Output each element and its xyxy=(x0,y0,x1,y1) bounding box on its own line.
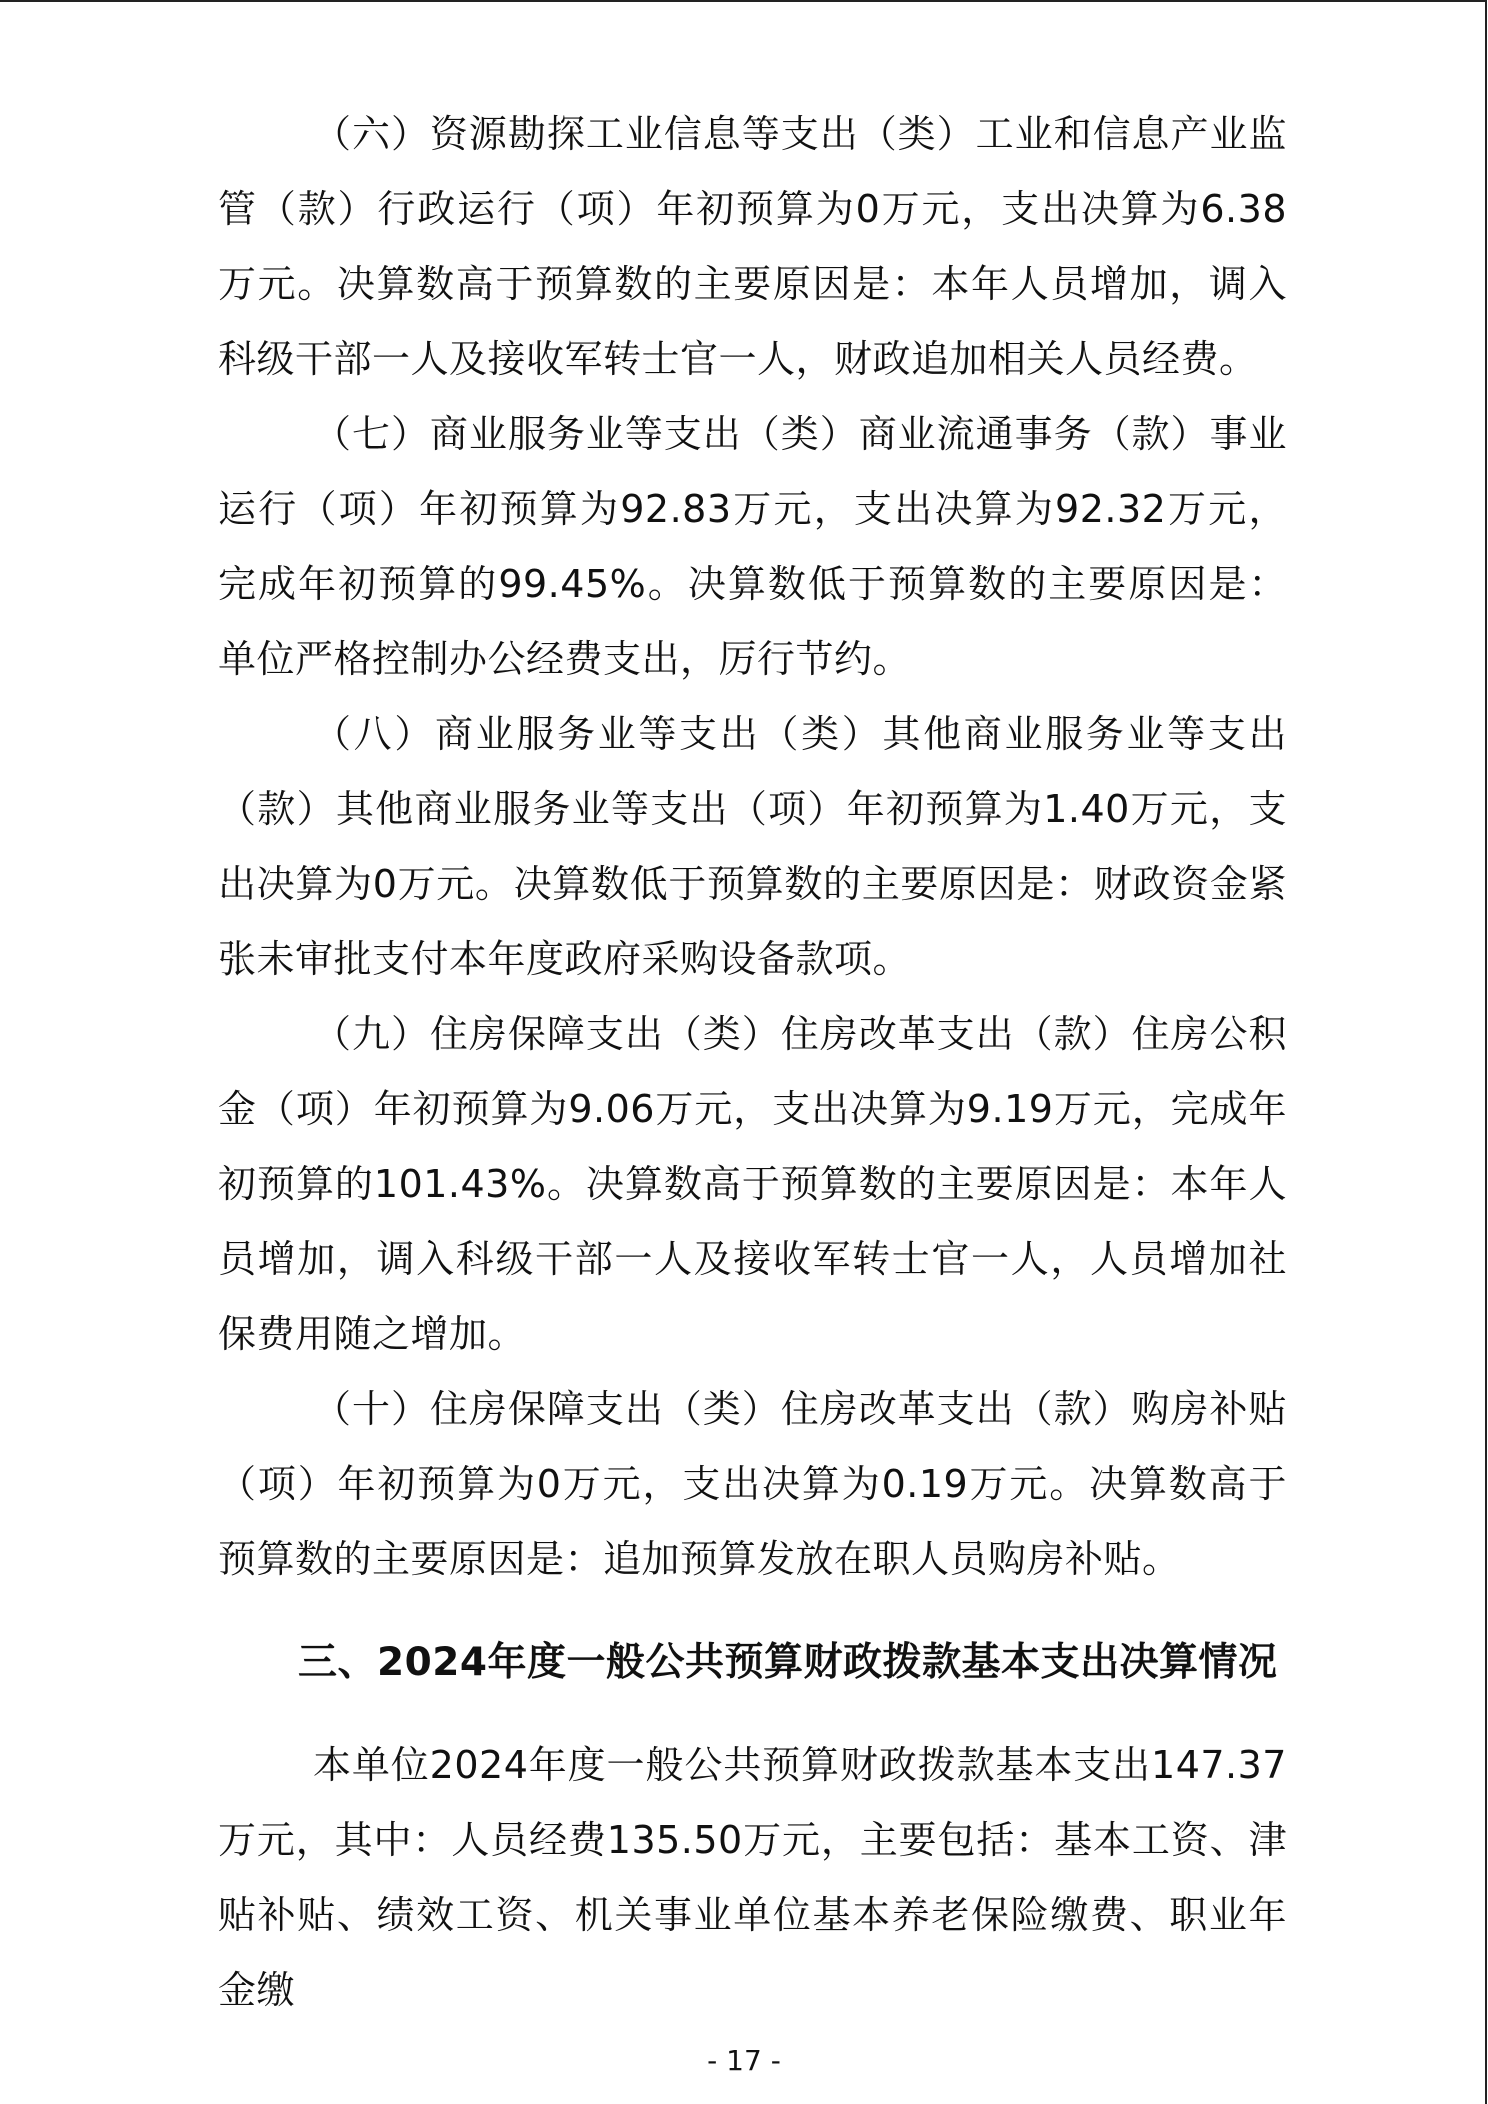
paragraph-item-9: （九）住房保障支出（类）住房改革支出（款）住房公积金（项）年初预算为9.06万元，支出决算为9.19万元，完成年初预算的101.43%。决算数高于预算数的主要原因是：本年人员增加，调入科级干部一人及接收军转士官一人，人员增加社保费用随之增加。 xyxy=(218,1012,1287,1356)
paragraph-item-7: （七）商业服务业等支出（类）商业流通事务（款）事业运行（项）年初预算为92.83万元，支出决算为92.32万元，完成年初预算的99.45%。决算数低于预算数的主要原因是：单位严格控制办公经费支出，厉行节约。 xyxy=(218,412,1287,681)
page-number: - 17 - xyxy=(707,2044,781,2077)
paragraph-item-8: （八）商业服务业等支出（类）其他商业服务业等支出（款）其他商业服务业等支出（项）年初预算为1.40万元，支出决算为0万元。决算数低于预算数的主要原因是：财政资金紧张未审批支付本年度政府采购设备款项。 xyxy=(218,712,1287,981)
paragraph-item-6: （六）资源勘探工业信息等支出（类）工业和信息产业监管（款）行政运行（项）年初预算为0万元，支出决算为6.38万元。决算数高于预算数的主要原因是：本年人员增加，调入科级干部一人及接收军转士官一人，财政追加相关人员经费。 xyxy=(218,112,1287,381)
document-body xyxy=(218,97,1287,2028)
section-heading: 三、2024年度一般公共预算财政拨款基本支出决算情况 xyxy=(298,1640,1278,1685)
paragraph-basic-expenditure: 本单位2024年度一般公共预算财政拨款基本支出147.37万元，其中：人员经费135.50万元，主要包括：基本工资、津贴补贴、绩效工资、机关事业单位基本养老保险缴费、职业年金缴 xyxy=(218,1743,1287,2012)
paragraph-item-10: （十）住房保障支出（类）住房改革支出（款）购房补贴（项）年初预算为0万元，支出决算为0.19万元。决算数高于预算数的主要原因是：追加预算发放在职人员购房补贴。 xyxy=(218,1387,1287,1581)
